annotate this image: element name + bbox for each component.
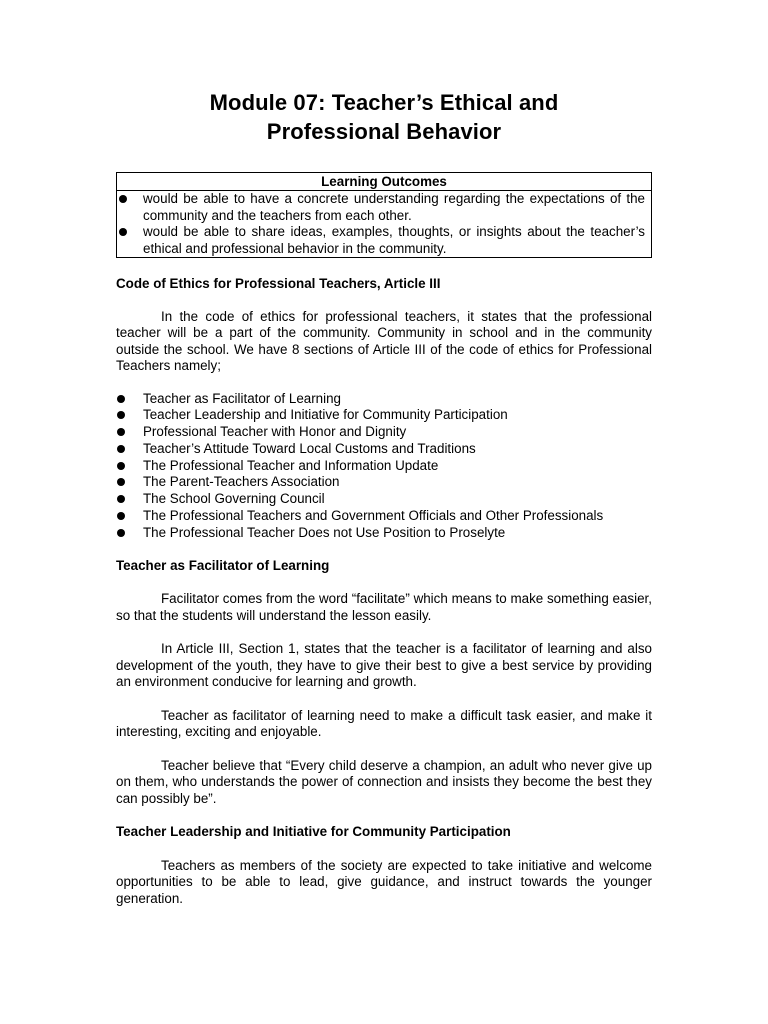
bullet-icon	[117, 395, 125, 403]
facilitator-paragraph: In Article III, Section 1, states that the teacher is a facilitator of learning and also development of the youth, they have to give their best to give a best service by providing an environment conducive for learning and growth.	[116, 641, 652, 690]
facilitator-paragraph: Facilitator comes from the word “facilitate” which means to make something easier, so that the students will understand the lesson easily.	[116, 591, 652, 623]
bullet-icon	[117, 445, 125, 453]
bullet-icon	[117, 529, 125, 537]
learning-outcomes-box	[116, 172, 652, 258]
list-item-text: The School Governing Council	[143, 491, 325, 507]
bullet-icon	[117, 495, 125, 503]
list-item	[116, 458, 652, 475]
bullet-icon	[117, 462, 125, 470]
leadership-heading: Teacher Leadership and Initiative for Community Participation	[116, 824, 511, 840]
bullet-icon	[117, 411, 125, 419]
list-item-text: The Professional Teacher and Information Update	[143, 457, 439, 473]
list-item-text: The Professional Teachers and Government Officials and Other Professionals	[143, 508, 604, 524]
list-item	[116, 391, 652, 408]
list-item-text: Teacher’s Attitude Toward Local Customs and Traditions	[143, 440, 476, 456]
learning-outcomes-list	[117, 191, 651, 257]
code-of-ethics-paragraph: In the code of ethics for professional teachers, it states that the professional teacher will be a part of the community. Community in school and in the community outside the school. We have 8 sections of Article III of the code of ethics for Professional Teachers namely;	[116, 308, 652, 373]
facilitator-paragraph: Teacher as facilitator of learning need to make a difficult task easier, and make it interesting, exciting and enjoyable.	[116, 707, 652, 740]
list-item	[116, 508, 652, 525]
list-item	[116, 491, 652, 508]
list-item-text: Professional Teacher with Honor and Dignity	[143, 424, 407, 440]
bullet-icon	[117, 428, 125, 436]
code-of-ethics-heading: Code of Ethics for Professional Teachers, Article III	[116, 276, 441, 291]
list-item-text: The Parent-Teachers Association	[143, 474, 340, 490]
list-item	[116, 407, 652, 424]
list-item	[116, 474, 652, 491]
bullet-icon	[119, 195, 127, 203]
list-item-text: Teacher Leadership and Initiative for Community Participation	[143, 407, 508, 423]
learning-outcome-text: would be able to share ideas, examples, thoughts, or insights about the teacher’s ethical and professional behavior in the community.	[143, 224, 645, 256]
document-page	[116, 0, 652, 907]
page-title	[116, 0, 652, 146]
list-item-text: The Professional Teacher Does not Use Position to Proselyte	[143, 524, 506, 540]
learning-outcome-item	[117, 224, 645, 257]
facilitator-paragraph: Teacher believe that “Every child deserve a champion, an adult who never give up on them, who understands the power of connection and insists they become the best they can possibly be”.	[116, 757, 652, 806]
learning-outcome-item	[117, 191, 645, 224]
facilitator-heading: Teacher as Facilitator of Learning	[116, 557, 330, 573]
list-item	[116, 441, 652, 458]
list-item	[116, 525, 652, 542]
learning-outcomes-heading: Learning Outcomes	[117, 173, 651, 191]
learning-outcome-text: would be able to have a concrete understanding regarding the expectations of the community and the teachers from each other.	[143, 191, 645, 223]
title-line-1: Module 07: Teacher’s Ethical and	[209, 90, 559, 115]
list-item-text: Teacher as Facilitator of Learning	[143, 390, 341, 406]
bullet-icon	[119, 228, 127, 236]
leadership-paragraph: Teachers as members of the society are expected to take initiative and welcome opportunities to be able to lead, give guidance, and instruct towards the younger generation.	[116, 857, 652, 906]
list-item	[116, 424, 652, 441]
bullet-icon	[117, 478, 125, 486]
bullet-icon	[117, 512, 125, 520]
article-sections-list	[116, 391, 652, 542]
title-line-2: Professional Behavior	[266, 119, 502, 144]
